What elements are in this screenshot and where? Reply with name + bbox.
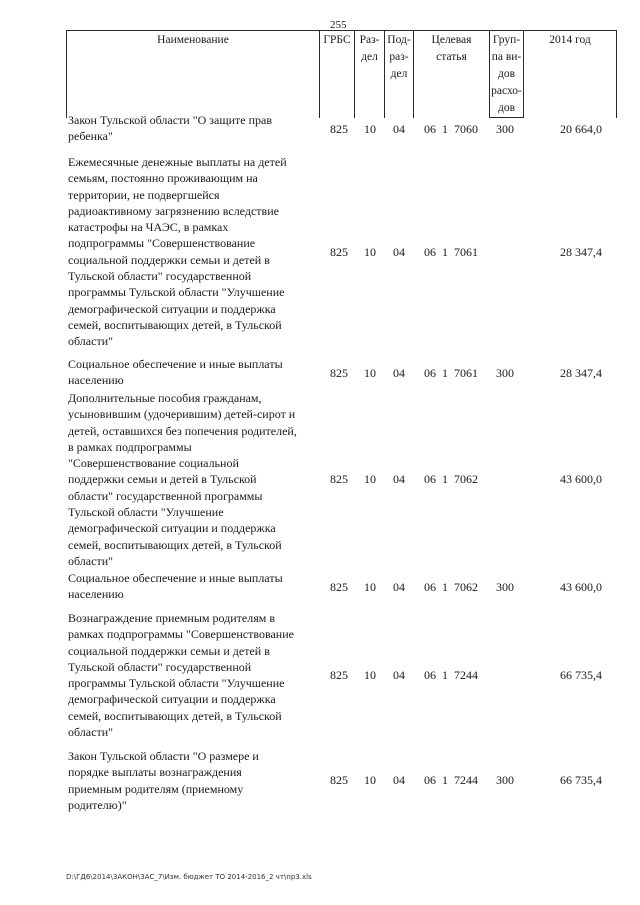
row-grbs: 825 bbox=[330, 366, 348, 380]
row-target: 06 1 7061 bbox=[424, 366, 478, 380]
row-grbs: 825 bbox=[330, 773, 348, 787]
row-name: Социальное обеспечение и иные выплаты населению bbox=[68, 357, 283, 388]
header-target-article: Целевая статья bbox=[414, 31, 490, 118]
row-razdel: 10 bbox=[364, 580, 376, 594]
row-grbs: 825 bbox=[330, 245, 348, 259]
column-header-table bbox=[66, 30, 617, 118]
row-expense-group: 300 bbox=[496, 366, 514, 380]
row-name: Закон Тульской области "О размере и порядке выплаты вознаграждения приемным родителям (приемному родителю)" bbox=[68, 749, 259, 812]
header-razdel: Раз- дел bbox=[355, 31, 385, 118]
row-sum: 66 735,4 bbox=[560, 773, 602, 787]
row-sum: 28 347,4 bbox=[560, 245, 602, 259]
header-podrazdel: Под- раз- дел bbox=[385, 31, 414, 118]
row-razdel: 10 bbox=[364, 472, 376, 486]
row-grbs: 825 bbox=[330, 668, 348, 682]
row-target: 06 1 7062 bbox=[424, 472, 478, 486]
row-grbs: 825 bbox=[330, 580, 348, 594]
row-expense-group: 300 bbox=[496, 773, 514, 787]
row-podrazdel: 04 bbox=[393, 122, 405, 136]
row-target: 06 1 7244 bbox=[424, 668, 478, 682]
row-grbs: 825 bbox=[330, 122, 348, 136]
row-sum: 43 600,0 bbox=[560, 472, 602, 486]
row-sum: 28 347,4 bbox=[560, 366, 602, 380]
row-name: Закон Тульской области "О защите прав ребенка" bbox=[68, 113, 273, 144]
row-podrazdel: 04 bbox=[393, 366, 405, 380]
row-target: 06 1 7244 bbox=[424, 773, 478, 787]
row-target: 06 1 7060 bbox=[424, 122, 478, 136]
row-expense-group: 300 bbox=[496, 580, 514, 594]
row-razdel: 10 bbox=[364, 366, 376, 380]
row-podrazdel: 04 bbox=[393, 472, 405, 486]
row-target: 06 1 7062 bbox=[424, 580, 478, 594]
row-target: 06 1 7061 bbox=[424, 245, 478, 259]
header-name: Наименование bbox=[67, 31, 320, 118]
file-path-footer: D:\ГД6\2014\ЗАКОН\ЗАС_7\Изм. бюджет ТО 2014-2016_2 чт\пр3.xls bbox=[66, 873, 312, 881]
header-year: 2014 год bbox=[524, 31, 617, 118]
row-razdel: 10 bbox=[364, 773, 376, 787]
row-podrazdel: 04 bbox=[393, 245, 405, 259]
row-name: Дополнительные пособия гражданам, усыновившим (удочерившим) детей-сирот и детей, оставшихся без попечения родителей, в рамках подпрограммы "Совершенствование социальной поддержки семьи и детей в Тульской области" государственной программы Тульской области "Улучшение демографической ситуации и поддержка семей, воспитывающих детей, в Тульской области" bbox=[68, 391, 297, 568]
row-podrazdel: 04 bbox=[393, 668, 405, 682]
row-name: Вознаграждение приемным родителям в рамках подпрограммы "Совершенствование социальной поддержки семьи и детей в Тульской области" государственной программы Тульской области "Улучшение демографической ситуации и поддержка семей, воспитывающих детей, в Тульской области" bbox=[68, 611, 294, 740]
row-razdel: 10 bbox=[364, 668, 376, 682]
page-number: 255 bbox=[330, 19, 347, 31]
header-expense-group: Груп- па ви- дов расхо- дов bbox=[490, 31, 524, 118]
row-name: Ежемесячные денежные выплаты на детей семьям, постоянно проживающим на территории, не подвергшейся радиоактивному загрязнению вследствие катастрофы на ЧАЭС, в рамках подпрограммы "Совершенствование социальной поддержки семьи и детей в Тульской области" государственной программы Тульской области "Улучшение демографической ситуации и поддержка семей, воспитывающих детей, в Тульской области" bbox=[68, 155, 287, 349]
row-sum: 43 600,0 bbox=[560, 580, 602, 594]
row-podrazdel: 04 bbox=[393, 773, 405, 787]
row-sum: 66 735,4 bbox=[560, 668, 602, 682]
header-grbs: ГРБС bbox=[320, 31, 355, 118]
row-razdel: 10 bbox=[364, 245, 376, 259]
row-podrazdel: 04 bbox=[393, 580, 405, 594]
row-razdel: 10 bbox=[364, 122, 376, 136]
row-expense-group: 300 bbox=[496, 122, 514, 136]
row-grbs: 825 bbox=[330, 472, 348, 486]
row-sum: 20 664,0 bbox=[560, 122, 602, 136]
row-name: Социальное обеспечение и иные выплаты населению bbox=[68, 571, 283, 602]
